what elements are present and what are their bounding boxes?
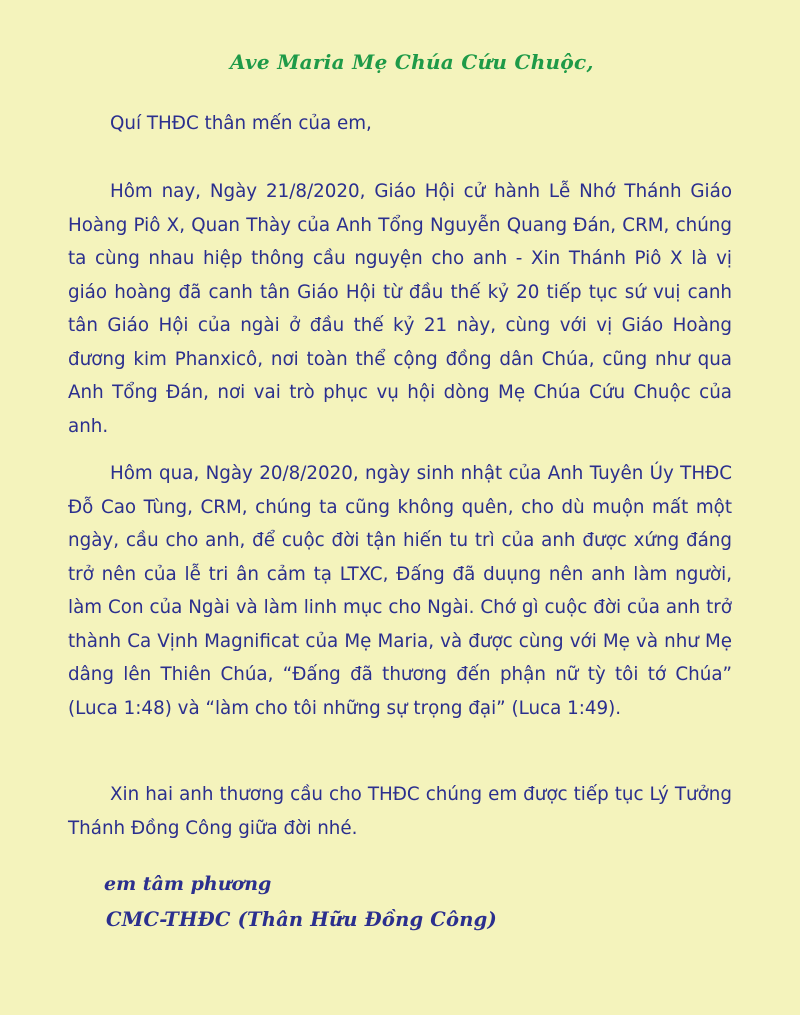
salutation: Quí THĐC thân mến của em, [110, 113, 372, 134]
signature-organization: CMC-THĐC (Thân Hữu Đồng Công) [106, 908, 497, 931]
paragraph-birthday-chaplain: Hôm qua, Ngày 20/8/2020, ngày sinh nhật của Anh Tuyên Úy THĐC Đỗ Cao Tùng, CRM, chúng ta cũng không quên, cho dù muộn mất một ngày, cầu cho anh, để cuộc đời tận hiến tu trì của anh được xứng đáng trở nên của lễ tri ân cảm tạ LTXC, Đấng đã duụng nên anh làm người, làm Con của Ngài và làm linh mục cho Ngài. Chớ gì cuộc đời của anh trở thành Ca Vịnh Magnificat của Mẹ Maria, và được cùng với Mẹ và như Mẹ dâng lên Thiên Chúa, “Đấng đã thương đến phận nữ tỳ tôi tớ Chúa” (Luca 1:48) và “làm cho tôi những sự trọng đại” (Luca 1:49). [68, 463, 732, 719]
greeting-line: Ave Maria Mẹ Chúa Cứu Chuộc, [230, 50, 594, 74]
paragraph-closing-request: Xin hai anh thương cầu cho THĐC chúng em được tiếp tục Lý Tưởng Thánh Đồng Công giữa đời nhé. [68, 784, 732, 839]
signature-name: em tâm phương [104, 873, 272, 895]
paragraph-feast-pius-x: Hôm nay, Ngày 21/8/2020, Giáo Hội cử hành Lễ Nhớ Thánh Giáo Hoàng Piô X, Quan Thày của Anh Tổng Nguyễn Quang Đán, CRM, chúng ta cùng nhau hiệp thông cầu nguyện cho anh - Xin Thánh Piô X là vị giáo hoàng đã canh tân Giáo Hội từ đầu thế kỷ 20 tiếp tục sứ vuị canh tân Giáo Hội của ngài ở đầu thế kỷ 21 này, cùng với vị Giáo Hoàng đương kim Phanxicô, nơi toàn thể cộng đồng dân Chúa, cũng như qua Anh Tổng Đán, nơi vai trò phục vụ hội dòng Mẹ Chúa Cứu Chuộc của anh. [68, 181, 732, 437]
